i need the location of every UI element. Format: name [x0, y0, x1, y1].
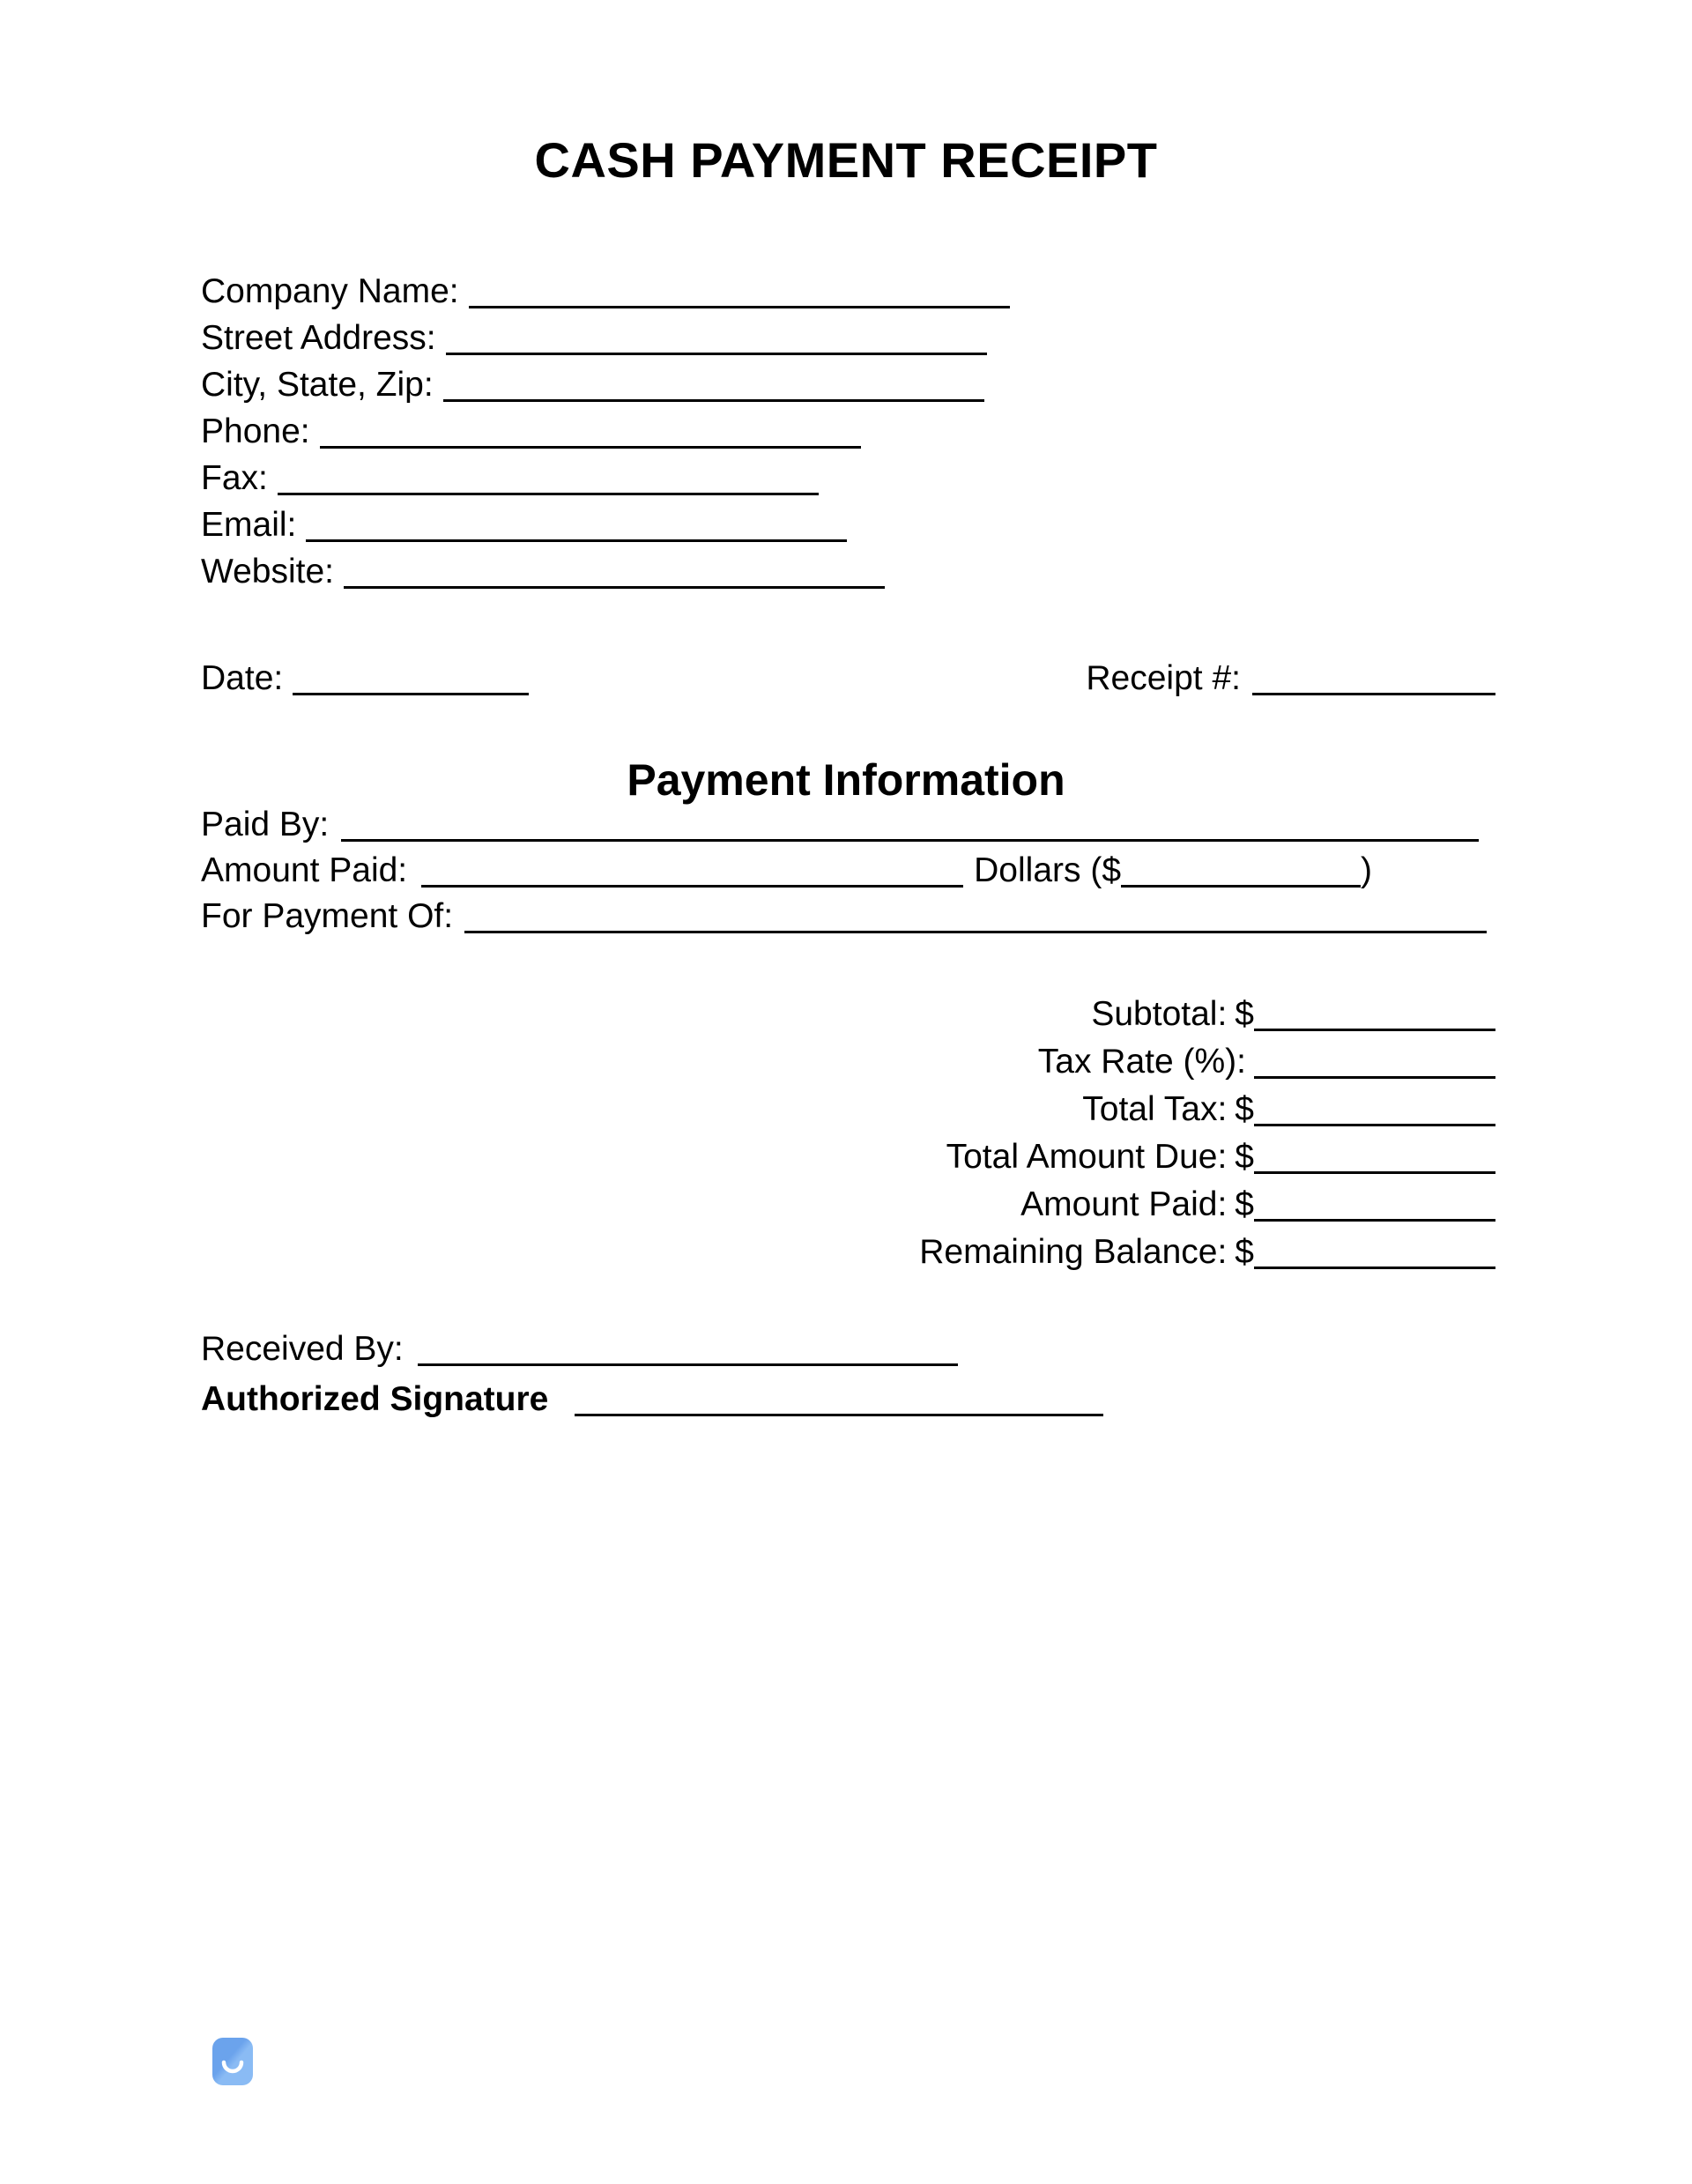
paid-by-label: Paid By: — [201, 806, 330, 843]
paid-by-field — [201, 802, 1487, 848]
field-label: Company Name: — [201, 272, 459, 310]
subtotal-label: Subtotal: — [1091, 995, 1228, 1033]
field-label: Phone: — [201, 412, 310, 450]
page-title: CASH PAYMENT RECEIPT — [534, 132, 1158, 188]
tax-rate-blank-line — [1254, 1076, 1495, 1079]
for-payment-of-field — [201, 894, 1487, 940]
received-by-blank-line — [418, 1363, 958, 1366]
total-tax-blank-line — [1254, 1124, 1495, 1126]
receipt-number-field — [1086, 655, 1495, 702]
currency-symbol: $ — [1235, 995, 1254, 1033]
dollars-open-label: Dollars ($ — [974, 851, 1122, 889]
field-label: Street Address: — [201, 319, 436, 357]
fax-blank-line — [278, 493, 819, 495]
signoff-block — [201, 1324, 1103, 1424]
tax-rate-label: Tax Rate (%): — [1037, 1043, 1246, 1081]
for-payment-of-blank-line — [464, 931, 1487, 933]
field-label: City, State, Zip: — [201, 366, 434, 404]
receipt-number-label: Receipt #: — [1086, 659, 1241, 697]
email-blank-line — [306, 539, 847, 542]
total-tax-label: Total Tax: — [1082, 1090, 1228, 1128]
total-tax-field — [919, 1086, 1495, 1133]
currency-symbol: $ — [1235, 1185, 1254, 1223]
paid-by-blank-line — [341, 839, 1479, 842]
amount-paid-words-blank-line — [421, 885, 963, 888]
date-field — [201, 655, 529, 702]
tax-rate-field — [919, 1038, 1495, 1086]
currency-symbol: $ — [1235, 1138, 1254, 1176]
amount-paid-numeric-blank-line — [1121, 885, 1361, 888]
date-label: Date: — [201, 659, 284, 697]
field-label: Fax: — [201, 459, 268, 497]
remaining-balance-blank-line — [1254, 1267, 1495, 1269]
date-receipt-row — [201, 655, 1495, 702]
city-state-zip-field — [201, 361, 1010, 408]
payment-information-block — [201, 802, 1487, 940]
currency-symbol: $ — [1235, 1233, 1254, 1271]
fax-field — [201, 455, 1010, 501]
website-blank-line — [344, 586, 885, 589]
date-blank-line — [293, 693, 529, 695]
total-amount-due-blank-line — [1254, 1171, 1495, 1174]
amount-paid-total-label: Amount Paid: — [1020, 1185, 1228, 1223]
dollars-close-label: ) — [1361, 851, 1373, 889]
document-smile-logo-icon — [212, 2038, 253, 2085]
total-amount-due-field — [919, 1133, 1495, 1181]
company-info-block — [201, 268, 1010, 595]
authorized-signature-label: Authorized Signature — [201, 1380, 549, 1418]
receipt-number-blank-line — [1252, 693, 1495, 695]
for-payment-of-label: For Payment Of: — [201, 897, 454, 935]
totals-block — [919, 991, 1495, 1276]
subtotal-blank-line — [1254, 1029, 1495, 1031]
remaining-balance-field — [919, 1229, 1495, 1276]
phone-field — [201, 408, 1010, 455]
remaining-balance-label: Remaining Balance: — [919, 1233, 1228, 1271]
street-address-field — [201, 315, 1010, 361]
payment-information-heading: Payment Information — [627, 755, 1065, 805]
company-name-blank-line — [469, 306, 1010, 308]
total-amount-due-label: Total Amount Due: — [946, 1138, 1228, 1176]
amount-paid-total-blank-line — [1254, 1219, 1495, 1222]
amount-paid-total-field — [919, 1181, 1495, 1229]
phone-blank-line — [320, 446, 861, 449]
email-field — [201, 501, 1010, 548]
received-by-label: Received By: — [201, 1330, 404, 1368]
field-label: Website: — [201, 553, 335, 591]
field-label: Email: — [201, 506, 297, 544]
currency-symbol: $ — [1235, 1090, 1254, 1128]
website-field — [201, 548, 1010, 595]
subtotal-field — [919, 991, 1495, 1038]
company-name-field — [201, 268, 1010, 315]
authorized-signature-blank-line — [575, 1414, 1103, 1416]
street-address-blank-line — [446, 353, 987, 355]
authorized-signature-field — [201, 1374, 1103, 1424]
city-state-zip-blank-line — [443, 399, 984, 402]
received-by-field — [201, 1324, 1103, 1374]
amount-paid-field — [201, 848, 1487, 894]
amount-paid-label: Amount Paid: — [201, 851, 408, 889]
